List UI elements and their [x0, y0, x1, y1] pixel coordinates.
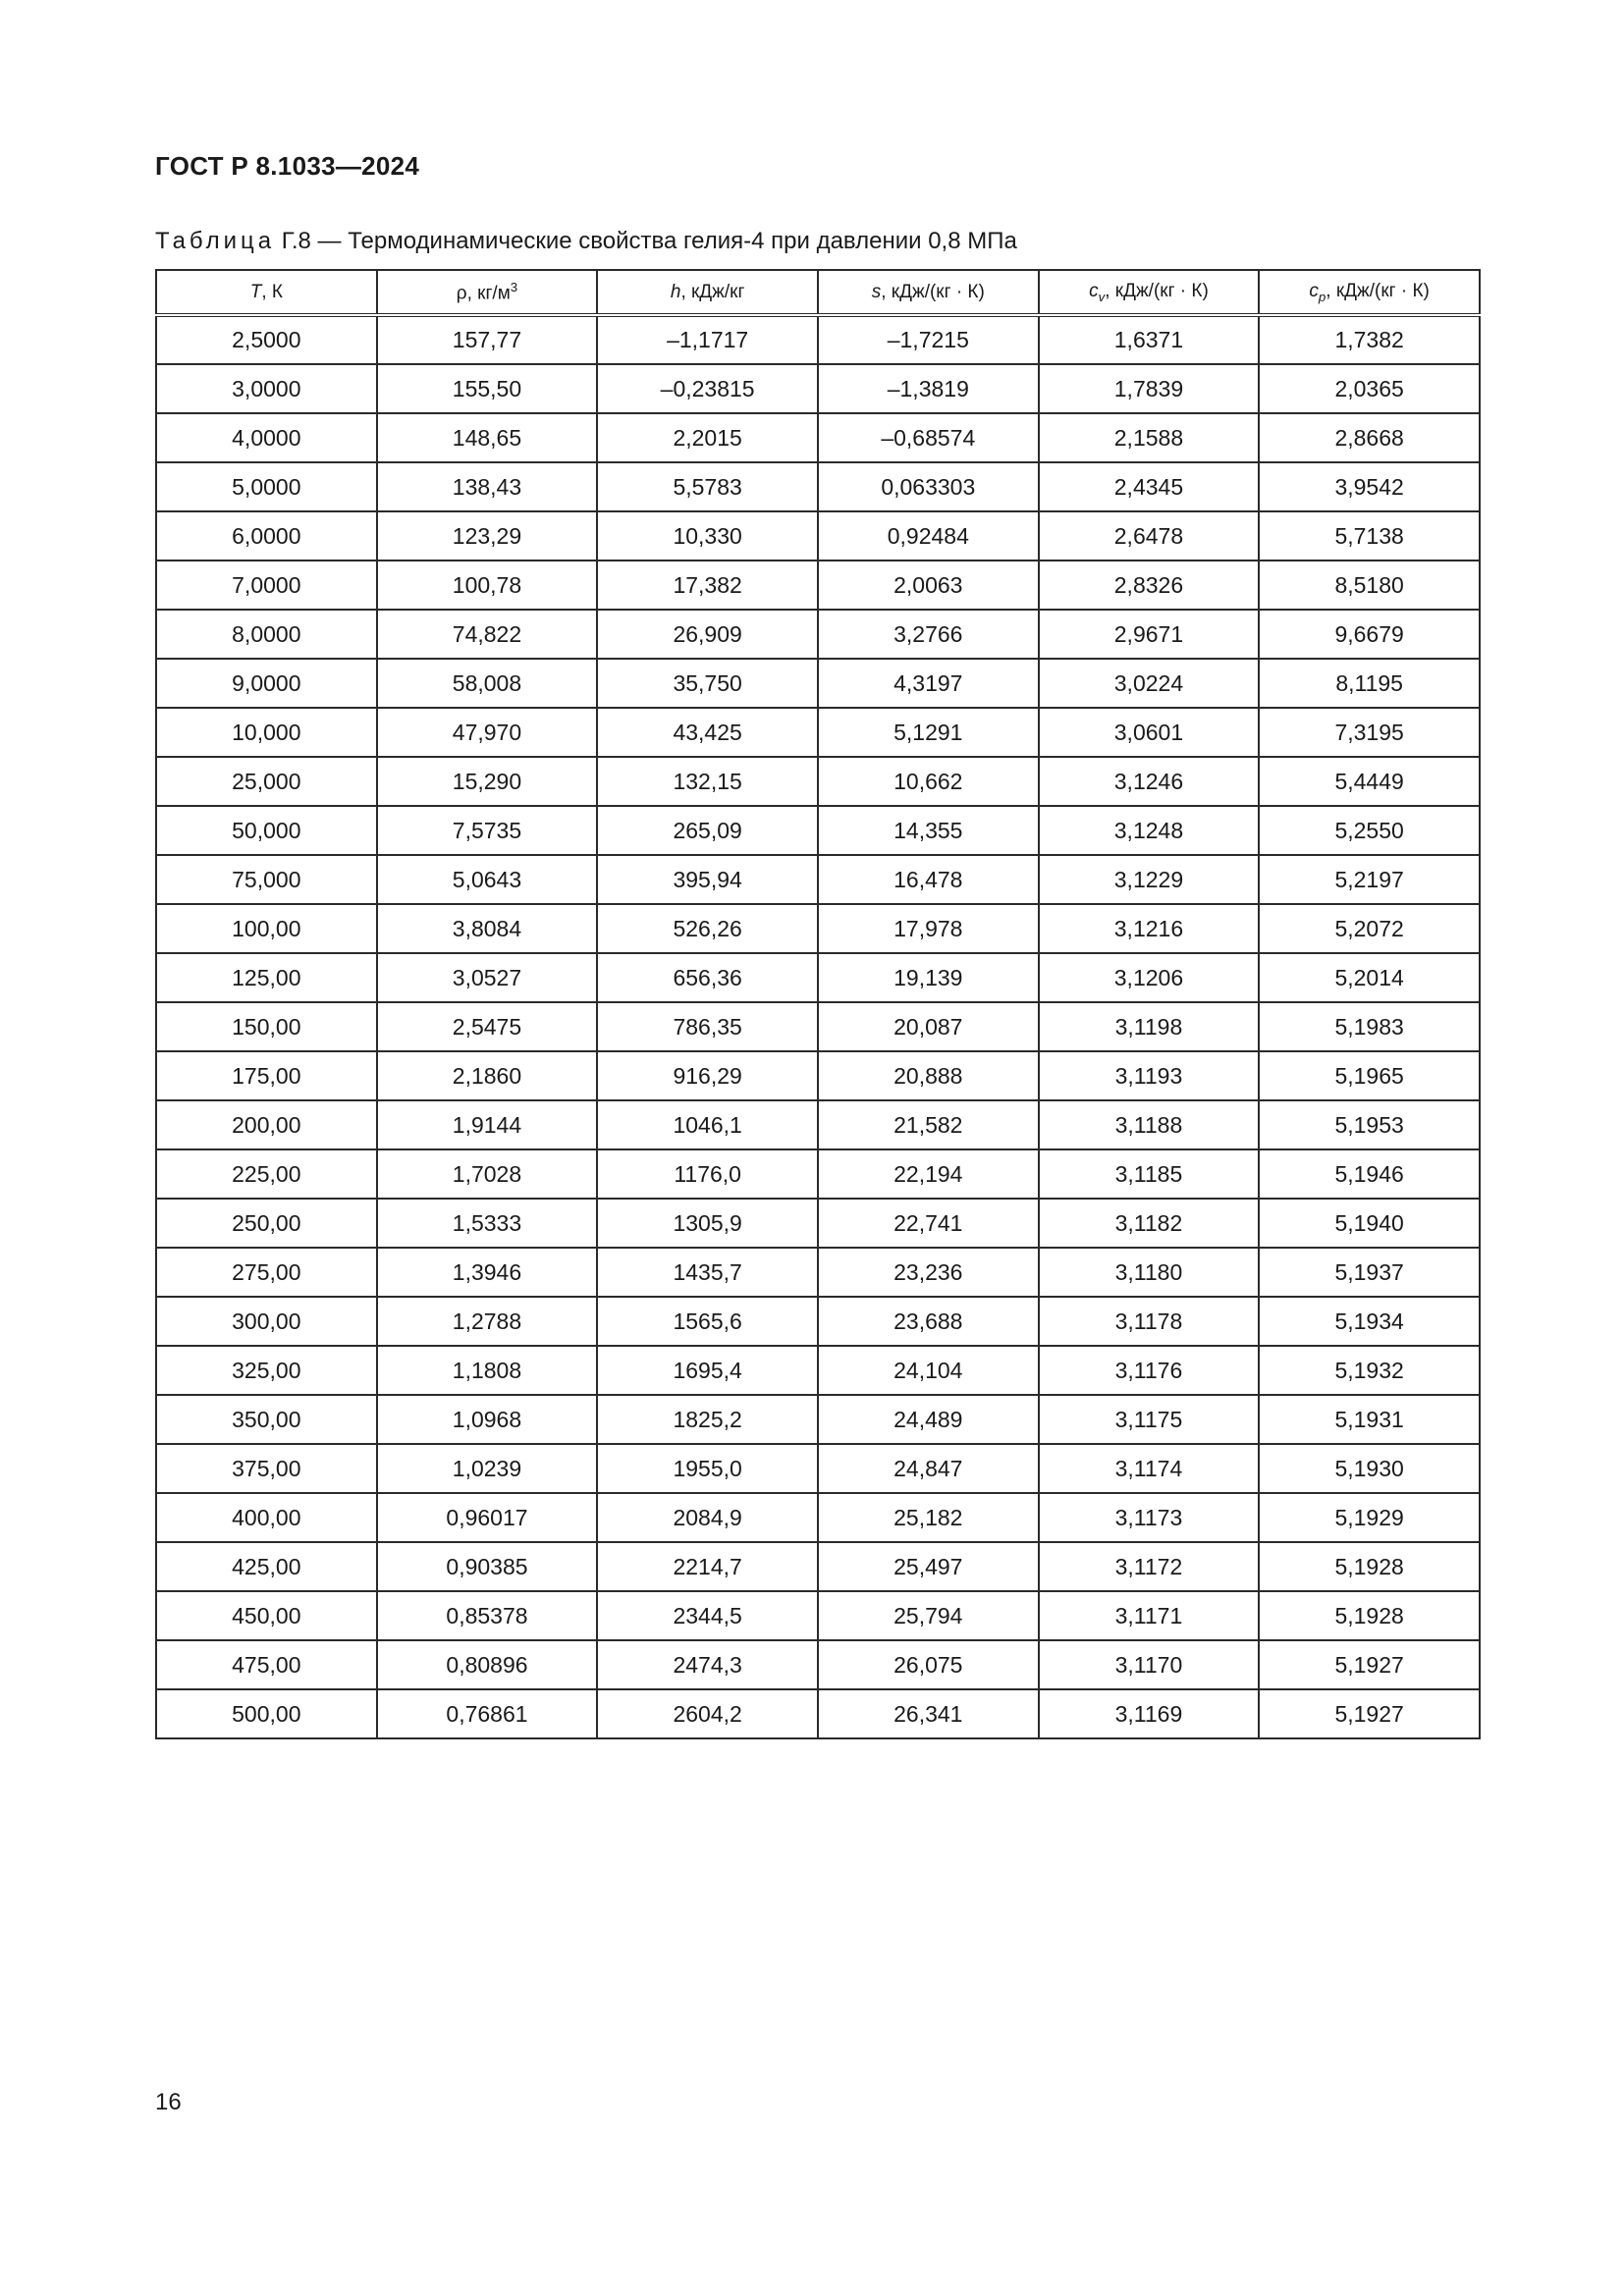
cell-density: 1,1808 [377, 1346, 598, 1395]
cell-cv: 3,1185 [1039, 1149, 1260, 1199]
cell-cp: 5,1940 [1259, 1199, 1480, 1248]
document-code: ГОСТ Р 8.1033—2024 [155, 151, 420, 181]
column-header-cp: $c_p$, кДж/(кг · К) [1259, 270, 1480, 315]
cell-cp: 5,1930 [1259, 1444, 1480, 1493]
cell-density: 0,96017 [377, 1493, 598, 1542]
cell-entropy: 22,194 [818, 1149, 1039, 1199]
table-row [156, 462, 1480, 511]
cell-cv: 1,6371 [1039, 315, 1260, 364]
cell-cp: 5,1929 [1259, 1493, 1480, 1542]
cell-cv: 2,8326 [1039, 561, 1260, 610]
cell-cp: 5,1953 [1259, 1100, 1480, 1149]
cell-temperature: 9,0000 [156, 659, 377, 708]
cell-enthalpy: 2084,9 [597, 1493, 818, 1542]
cell-entropy: 23,688 [818, 1297, 1039, 1346]
cell-entropy: 10,662 [818, 757, 1039, 806]
cell-enthalpy: 17,382 [597, 561, 818, 610]
cell-cp: 3,9542 [1259, 462, 1480, 511]
cell-enthalpy: 1565,6 [597, 1297, 818, 1346]
table-row [156, 855, 1480, 904]
cell-cp: 8,5180 [1259, 561, 1480, 610]
cell-cp: 5,1928 [1259, 1542, 1480, 1591]
cell-entropy: 4,3197 [818, 659, 1039, 708]
cell-temperature: 50,000 [156, 806, 377, 855]
cell-enthalpy: 2344,5 [597, 1591, 818, 1640]
column-header-entropy: s, кДж/(кг · К) [818, 270, 1039, 315]
cell-density: 7,5735 [377, 806, 598, 855]
cell-cp: 9,6679 [1259, 610, 1480, 659]
cell-cp: 7,3195 [1259, 708, 1480, 757]
cell-entropy: 24,104 [818, 1346, 1039, 1395]
cell-cv: 3,1246 [1039, 757, 1260, 806]
column-header-cv: $c_v$, кДж/(кг · К) [1039, 270, 1260, 315]
cell-entropy: –0,68574 [818, 413, 1039, 462]
cell-density: 1,7028 [377, 1149, 598, 1199]
table-row [156, 1444, 1480, 1493]
cell-density: 3,0527 [377, 953, 598, 1002]
cell-cp: 5,1937 [1259, 1248, 1480, 1297]
cell-enthalpy: 43,425 [597, 708, 818, 757]
cell-cv: 3,1206 [1039, 953, 1260, 1002]
cell-cv: 3,1175 [1039, 1395, 1260, 1444]
cell-cp: 5,1927 [1259, 1640, 1480, 1689]
cell-cp: 5,2072 [1259, 904, 1480, 953]
cell-entropy: –1,3819 [818, 364, 1039, 413]
table-header [156, 270, 1480, 315]
cell-temperature: 500,00 [156, 1689, 377, 1738]
cell-cv: 3,1180 [1039, 1248, 1260, 1297]
cell-temperature: 475,00 [156, 1640, 377, 1689]
cell-cv: 3,0224 [1039, 659, 1260, 708]
cell-enthalpy: –0,23815 [597, 364, 818, 413]
column-header-density: ρ, $кг/м^3$ [377, 270, 598, 315]
table-row [156, 1542, 1480, 1591]
table-row [156, 1591, 1480, 1640]
cell-enthalpy: 5,5783 [597, 462, 818, 511]
caption-label: Таблица [155, 228, 276, 254]
cell-cp: 5,1983 [1259, 1002, 1480, 1051]
table-row [156, 659, 1480, 708]
table-row [156, 1199, 1480, 1248]
cell-temperature: 8,0000 [156, 610, 377, 659]
cell-entropy: 22,741 [818, 1199, 1039, 1248]
cell-temperature: 125,00 [156, 953, 377, 1002]
table-row [156, 1493, 1480, 1542]
cell-density: 47,970 [377, 708, 598, 757]
cell-temperature: 150,00 [156, 1002, 377, 1051]
cell-density: 157,77 [377, 315, 598, 364]
cell-density: 1,9144 [377, 1100, 598, 1149]
cell-entropy: 0,063303 [818, 462, 1039, 511]
cell-temperature: 10,000 [156, 708, 377, 757]
cell-entropy: 25,794 [818, 1591, 1039, 1640]
cell-entropy: 2,0063 [818, 561, 1039, 610]
cell-density: 0,80896 [377, 1640, 598, 1689]
cell-cv: 3,1188 [1039, 1100, 1260, 1149]
cell-density: 2,5475 [377, 1002, 598, 1051]
column-header-enthalpy: h, кДж/кг [597, 270, 818, 315]
cell-density: 1,5333 [377, 1199, 598, 1248]
cell-temperature: 400,00 [156, 1493, 377, 1542]
column-header-temperature: T, К [156, 270, 377, 315]
cell-cv: 3,1174 [1039, 1444, 1260, 1493]
table-row [156, 413, 1480, 462]
cell-cp: 5,1928 [1259, 1591, 1480, 1640]
table-row [156, 1248, 1480, 1297]
cell-temperature: 75,000 [156, 855, 377, 904]
table-row [156, 1100, 1480, 1149]
cell-cp: 5,4449 [1259, 757, 1480, 806]
cell-density: 2,1860 [377, 1051, 598, 1100]
cell-cp: 5,7138 [1259, 511, 1480, 561]
cell-cv: 2,9671 [1039, 610, 1260, 659]
table-row [156, 561, 1480, 610]
cell-density: 155,50 [377, 364, 598, 413]
table-body [156, 315, 1480, 1738]
caption-number: Г.8 [281, 228, 311, 254]
cell-cv: 3,1176 [1039, 1346, 1260, 1395]
cell-cv: 2,4345 [1039, 462, 1260, 511]
cell-entropy: 24,489 [818, 1395, 1039, 1444]
cell-density: 5,0643 [377, 855, 598, 904]
table-row [156, 511, 1480, 561]
cell-temperature: 375,00 [156, 1444, 377, 1493]
cell-density: 74,822 [377, 610, 598, 659]
cell-temperature: 7,0000 [156, 561, 377, 610]
table-row [156, 1149, 1480, 1199]
cell-cv: 3,1248 [1039, 806, 1260, 855]
cell-temperature: 425,00 [156, 1542, 377, 1591]
cell-cv: 2,1588 [1039, 413, 1260, 462]
cell-cv: 3,1170 [1039, 1640, 1260, 1689]
cell-density: 0,76861 [377, 1689, 598, 1738]
cell-temperature: 175,00 [156, 1051, 377, 1100]
cell-cv: 3,1173 [1039, 1493, 1260, 1542]
cell-cv: 3,1182 [1039, 1199, 1260, 1248]
caption-text: — Термодинамические свойства гелия-4 при давлении 0,8 МПа [317, 228, 1017, 254]
table-row [156, 610, 1480, 659]
table-row [156, 315, 1480, 364]
cell-cp: 5,1931 [1259, 1395, 1480, 1444]
table-row [156, 708, 1480, 757]
cell-density: 1,0239 [377, 1444, 598, 1493]
cell-entropy: 16,478 [818, 855, 1039, 904]
cell-enthalpy: 1305,9 [597, 1199, 818, 1248]
table-row [156, 1640, 1480, 1689]
cell-temperature: 325,00 [156, 1346, 377, 1395]
table-row [156, 1051, 1480, 1100]
cell-enthalpy: 1825,2 [597, 1395, 818, 1444]
cell-temperature: 3,0000 [156, 364, 377, 413]
cell-entropy: 21,582 [818, 1100, 1039, 1149]
cell-temperature: 2,5000 [156, 315, 377, 364]
cell-cp: 5,1946 [1259, 1149, 1480, 1199]
cell-enthalpy: 10,330 [597, 511, 818, 561]
cell-entropy: 25,182 [818, 1493, 1039, 1542]
cell-density: 1,0968 [377, 1395, 598, 1444]
page-number: 16 [155, 2089, 182, 2115]
cell-enthalpy: 2214,7 [597, 1542, 818, 1591]
cell-cp: 8,1195 [1259, 659, 1480, 708]
cell-temperature: 200,00 [156, 1100, 377, 1149]
cell-temperature: 5,0000 [156, 462, 377, 511]
cell-cp: 5,2197 [1259, 855, 1480, 904]
cell-cp: 1,7382 [1259, 315, 1480, 364]
cell-cp: 5,1934 [1259, 1297, 1480, 1346]
cell-entropy: 23,236 [818, 1248, 1039, 1297]
cell-density: 15,290 [377, 757, 598, 806]
cell-enthalpy: 35,750 [597, 659, 818, 708]
table-row [156, 757, 1480, 806]
properties-table [155, 269, 1481, 1739]
cell-entropy: 17,978 [818, 904, 1039, 953]
cell-density: 3,8084 [377, 904, 598, 953]
cell-cp: 5,1927 [1259, 1689, 1480, 1738]
cell-entropy: 3,2766 [818, 610, 1039, 659]
cell-entropy: 25,497 [818, 1542, 1039, 1591]
cell-enthalpy: 1046,1 [597, 1100, 818, 1149]
cell-cv: 3,1178 [1039, 1297, 1260, 1346]
cell-enthalpy: 2474,3 [597, 1640, 818, 1689]
cell-enthalpy: 1435,7 [597, 1248, 818, 1297]
cell-temperature: 250,00 [156, 1199, 377, 1248]
cell-cp: 5,2550 [1259, 806, 1480, 855]
cell-entropy: 26,341 [818, 1689, 1039, 1738]
cell-cv: 3,1172 [1039, 1542, 1260, 1591]
header-row [156, 270, 1480, 315]
cell-temperature: 25,000 [156, 757, 377, 806]
cell-enthalpy: 2,2015 [597, 413, 818, 462]
cell-enthalpy: 2604,2 [597, 1689, 818, 1738]
cell-enthalpy: 1695,4 [597, 1346, 818, 1395]
cell-cv: 3,1193 [1039, 1051, 1260, 1100]
table-row [156, 1395, 1480, 1444]
cell-entropy: –1,7215 [818, 315, 1039, 364]
cell-enthalpy: 916,29 [597, 1051, 818, 1100]
cell-enthalpy: 786,35 [597, 1002, 818, 1051]
cell-enthalpy: 526,26 [597, 904, 818, 953]
cell-temperature: 350,00 [156, 1395, 377, 1444]
cell-cv: 3,1169 [1039, 1689, 1260, 1738]
cell-cv: 3,0601 [1039, 708, 1260, 757]
cell-temperature: 275,00 [156, 1248, 377, 1297]
cell-cv: 1,7839 [1039, 364, 1260, 413]
cell-enthalpy: 265,09 [597, 806, 818, 855]
cell-enthalpy: 1176,0 [597, 1149, 818, 1199]
cell-cv: 3,1229 [1039, 855, 1260, 904]
cell-entropy: 14,355 [818, 806, 1039, 855]
cell-enthalpy: 26,909 [597, 610, 818, 659]
cell-cp: 5,1932 [1259, 1346, 1480, 1395]
table-row [156, 1689, 1480, 1738]
cell-temperature: 300,00 [156, 1297, 377, 1346]
cell-entropy: 5,1291 [818, 708, 1039, 757]
table-row [156, 1002, 1480, 1051]
cell-density: 148,65 [377, 413, 598, 462]
cell-temperature: 450,00 [156, 1591, 377, 1640]
cell-entropy: 0,92484 [818, 511, 1039, 561]
cell-temperature: 225,00 [156, 1149, 377, 1199]
table-row [156, 953, 1480, 1002]
cell-density: 123,29 [377, 511, 598, 561]
cell-cp: 5,2014 [1259, 953, 1480, 1002]
cell-temperature: 6,0000 [156, 511, 377, 561]
cell-enthalpy: 132,15 [597, 757, 818, 806]
cell-cv: 3,1216 [1039, 904, 1260, 953]
cell-density: 0,90385 [377, 1542, 598, 1591]
cell-entropy: 20,087 [818, 1002, 1039, 1051]
cell-density: 58,008 [377, 659, 598, 708]
table-row [156, 806, 1480, 855]
cell-entropy: 24,847 [818, 1444, 1039, 1493]
cell-enthalpy: 1955,0 [597, 1444, 818, 1493]
cell-density: 100,78 [377, 561, 598, 610]
cell-entropy: 26,075 [818, 1640, 1039, 1689]
cell-cp: 5,1965 [1259, 1051, 1480, 1100]
cell-enthalpy: 395,94 [597, 855, 818, 904]
cell-cp: 2,0365 [1259, 364, 1480, 413]
table-caption [155, 228, 1017, 255]
table-row [156, 1297, 1480, 1346]
cell-cv: 3,1198 [1039, 1002, 1260, 1051]
cell-temperature: 100,00 [156, 904, 377, 953]
cell-cv: 2,6478 [1039, 511, 1260, 561]
table-row [156, 904, 1480, 953]
table-row [156, 1346, 1480, 1395]
table-row [156, 364, 1480, 413]
cell-density: 138,43 [377, 462, 598, 511]
cell-entropy: 20,888 [818, 1051, 1039, 1100]
cell-cv: 3,1171 [1039, 1591, 1260, 1640]
cell-density: 0,85378 [377, 1591, 598, 1640]
cell-entropy: 19,139 [818, 953, 1039, 1002]
cell-enthalpy: 656,36 [597, 953, 818, 1002]
cell-density: 1,2788 [377, 1297, 598, 1346]
cell-enthalpy: –1,1717 [597, 315, 818, 364]
cell-cp: 2,8668 [1259, 413, 1480, 462]
cell-density: 1,3946 [377, 1248, 598, 1297]
cell-temperature: 4,0000 [156, 413, 377, 462]
